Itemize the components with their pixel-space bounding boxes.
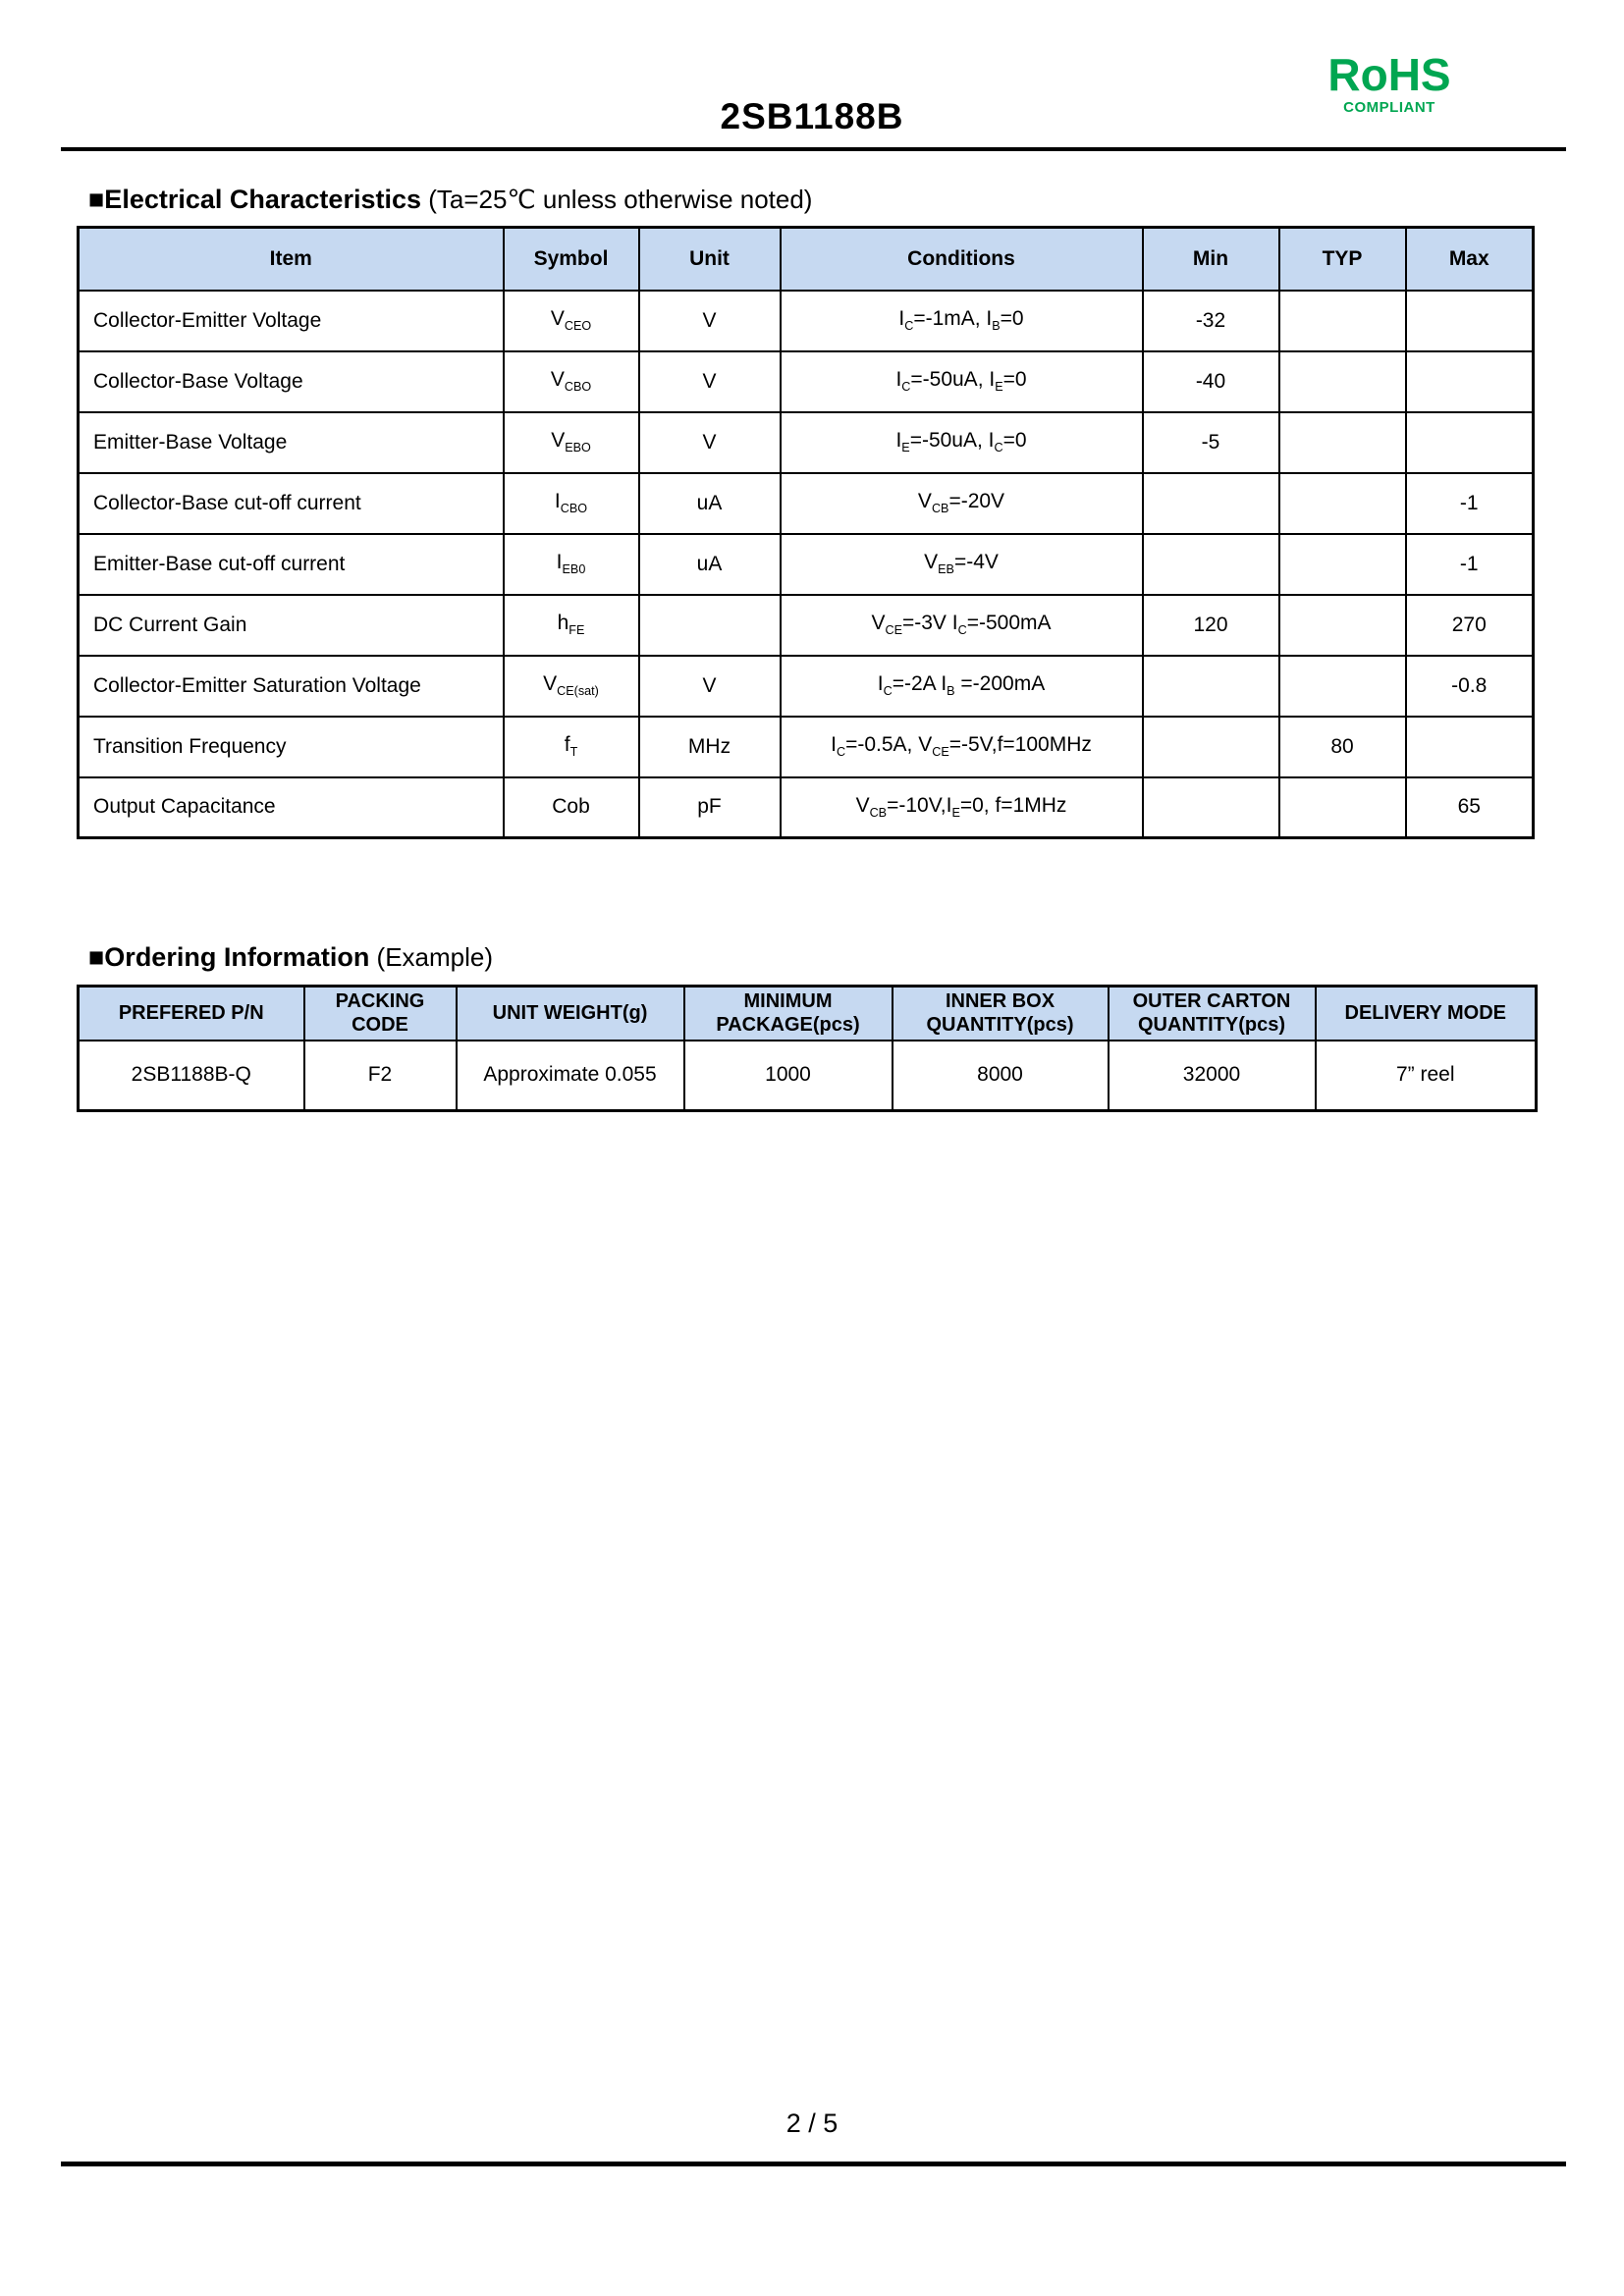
heading-note-text: (Example) [369,942,494,972]
cell-min: -40 [1143,351,1279,412]
cell-max: 65 [1406,777,1534,838]
footer-divider [61,2162,1566,2166]
ordering-table-body [79,1041,1537,1111]
cell-min [1143,473,1279,534]
cell-min: -5 [1143,412,1279,473]
page-title: 2SB1188B [720,96,904,136]
electrical-header-row [79,228,1534,291]
cell-value: 1000 [684,1041,893,1111]
cell-value: 8000 [893,1041,1109,1111]
cell-min [1143,777,1279,838]
cell-max: -1 [1406,534,1534,595]
cell-item: Emitter-Base Voltage [79,412,504,473]
electrical-table-body [79,291,1534,838]
table-row [79,351,1534,412]
table-row [79,473,1534,534]
ordering-information-heading [88,942,493,973]
heading-bold-text: ■Ordering Information [88,942,370,972]
cell-min [1143,534,1279,595]
table-row [79,656,1534,717]
col-header-max: Max [1406,228,1534,291]
cell-value: Approximate 0.055 [457,1041,684,1111]
cell-item: DC Current Gain [79,595,504,656]
col-header-symbol: Symbol [504,228,639,291]
cell-min [1143,656,1279,717]
cell-unit: V [639,412,781,473]
cell-max [1406,291,1534,351]
cell-value: 32000 [1109,1041,1316,1111]
ordering-information-table [77,985,1538,1112]
cell-conditions: $V_{CE}=-3V$ $I_C=-500mA$ [781,595,1143,656]
cell-unit: uA [639,473,781,534]
cell-conditions: $I_C=-0.5A$, $V_{CE}=-5V,f=100MHz$ [781,717,1143,777]
cell-min [1143,717,1279,777]
col-header-item: Item [79,228,504,291]
cell-typ [1279,656,1406,717]
cell-unit: MHz [639,717,781,777]
cell-typ [1279,351,1406,412]
table-row [79,412,1534,473]
cell-typ [1279,595,1406,656]
cell-typ [1279,412,1406,473]
cell-item: Collector-Emitter Saturation Voltage [79,656,504,717]
cell-conditions: $I_E=-50uA$, $I_C=0$ [781,412,1143,473]
cell-unit: V [639,351,781,412]
cell-max [1406,412,1534,473]
cell-symbol: $h_{FE}$ [504,595,639,656]
cell-min: 120 [1143,595,1279,656]
col-header-typ: TYP [1279,228,1406,291]
cell-conditions: $V_{EB}=-4V$ [781,534,1143,595]
cell-symbol: $V_{CE(sat)}$ [504,656,639,717]
cell-typ: 80 [1279,717,1406,777]
cell-conditions: $V_{CB}=-10V,I_E=0$, f=1MHz [781,777,1143,838]
page-number: 2 / 5 [785,2109,839,2138]
table-row [79,717,1534,777]
cell-unit [639,595,781,656]
cell-unit: V [639,291,781,351]
cell-symbol: $I_{EB0}$ [504,534,639,595]
electrical-characteristics-heading [88,185,812,215]
cell-value: 2SB1188B-Q [79,1041,304,1111]
table-row [79,595,1534,656]
cell-typ [1279,291,1406,351]
col-header-min: Min [1143,228,1279,291]
cell-min: -32 [1143,291,1279,351]
ordering-col-header-6: DELIVERY MODE [1316,987,1537,1041]
cell-conditions: $I_C=-50uA$, $I_E=0$ [781,351,1143,412]
cell-item: Collector-Emitter Voltage [79,291,504,351]
cell-max [1406,351,1534,412]
cell-item: Output Capacitance [79,777,504,838]
table-row [79,534,1534,595]
rohs-compliant-label: COMPLIANT [1343,99,1435,117]
cell-item: Transition Frequency [79,717,504,777]
cell-value: F2 [304,1041,457,1111]
cell-symbol: $V_{CBO}$ [504,351,639,412]
title-divider [61,147,1566,151]
cell-symbol: $f_T$ [504,717,639,777]
cell-max: -1 [1406,473,1534,534]
col-header-conditions: Conditions [781,228,1143,291]
ordering-col-header-5: OUTER CARTON QUANTITY(pcs) [1109,987,1316,1041]
cell-symbol: $V_{CEO}$ [504,291,639,351]
cell-value: 7” reel [1316,1041,1537,1111]
cell-symbol: Cob [504,777,639,838]
table-row [79,777,1534,838]
heading-note-text: (Ta=25℃ unless otherwise noted) [421,185,813,214]
cell-unit: uA [639,534,781,595]
cell-typ [1279,534,1406,595]
cell-unit: V [639,656,781,717]
cell-unit: pF [639,777,781,838]
ordering-col-header-3: MINIMUM PACKAGE(pcs) [684,987,893,1041]
rohs-logo-text: RoHS [1327,49,1451,100]
cell-typ [1279,473,1406,534]
heading-bold-text: ■Electrical Characteristics [88,185,421,214]
cell-conditions: $I_C=-1mA$, $I_B=0$ [781,291,1143,351]
cell-max [1406,717,1534,777]
ordering-col-header-0: PREFERED P/N [79,987,304,1041]
table-row [79,1041,1537,1111]
ordering-col-header-1: PACKING CODE [304,987,457,1041]
cell-max: 270 [1406,595,1534,656]
cell-item: Collector-Base Voltage [79,351,504,412]
col-header-unit: Unit [639,228,781,291]
cell-typ [1279,777,1406,838]
cell-symbol: $V_{EBO}$ [504,412,639,473]
cell-item: Collector-Base cut-off current [79,473,504,534]
cell-max: -0.8 [1406,656,1534,717]
cell-conditions: $I_C=-2A$ $I_B =-200mA$ [781,656,1143,717]
electrical-characteristics-table [77,226,1535,839]
table-row [79,291,1534,351]
cell-item: Emitter-Base cut-off current [79,534,504,595]
ordering-col-header-2: UNIT WEIGHT(g) [457,987,684,1041]
ordering-header-row [79,987,1537,1041]
cell-conditions: $V_{CB}=-20V$ [781,473,1143,534]
cell-symbol: $I_{CBO}$ [504,473,639,534]
ordering-col-header-4: INNER BOX QUANTITY(pcs) [893,987,1109,1041]
